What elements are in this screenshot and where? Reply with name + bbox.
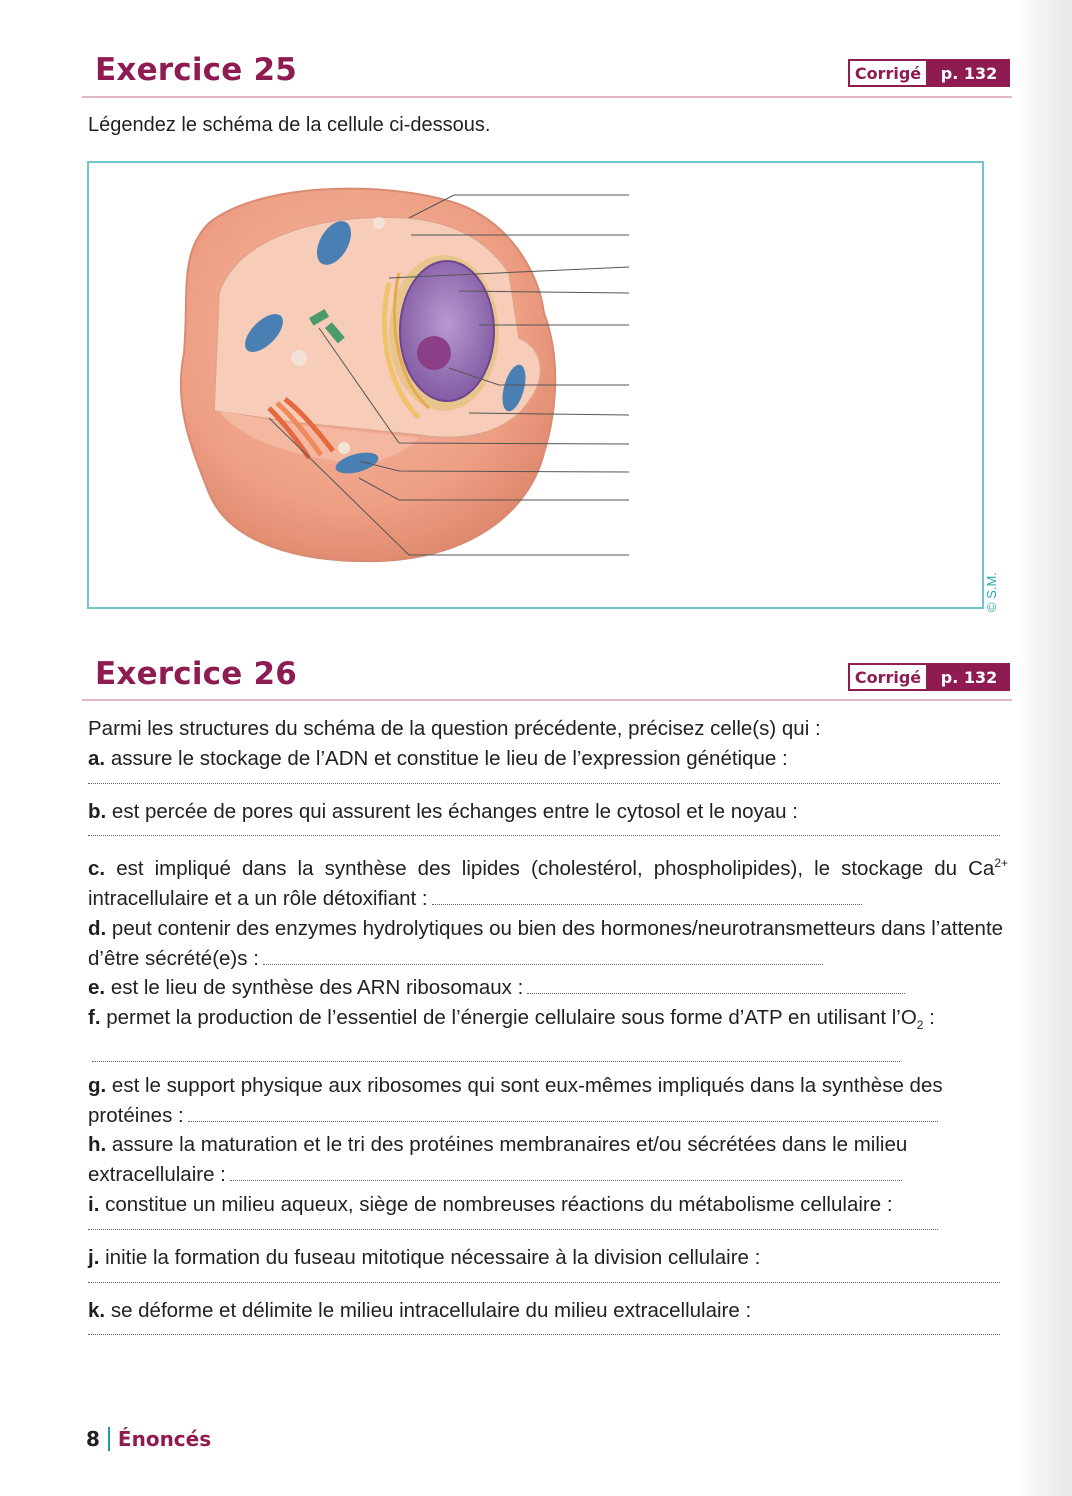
corrige-link-25[interactable] bbox=[848, 59, 1010, 87]
answer-field-h[interactable] bbox=[230, 1180, 902, 1181]
vesicle bbox=[338, 442, 350, 454]
answer-field-b[interactable] bbox=[88, 835, 1000, 836]
page-footer bbox=[86, 1427, 211, 1451]
nucleus bbox=[400, 261, 494, 401]
question-c: c. est impliqué dans la synthèse des lipides (cholestérol, phospholipides), le stockage du $Ca^{2+}$ intracellulaire et a un rôle détoxifiant : bbox=[88, 856, 1008, 911]
image-credit: © S.M. bbox=[984, 572, 999, 612]
question-g: g. est le support physique aux ribosomes qui sont eux-mêmes impliqués dans la synthèse des protéines : bbox=[88, 1073, 943, 1127]
corrige-page: p. 132 bbox=[928, 663, 1010, 691]
corrige-page: p. 132 bbox=[928, 59, 1010, 87]
nucleolus bbox=[417, 336, 451, 370]
answer-field-e[interactable] bbox=[527, 993, 905, 994]
question-d: d. peut contenir des enzymes hydrolytiques ou bien des hormones/neurotransmetteurs dans l’attente d’être sécrété(e)s : bbox=[88, 916, 1004, 970]
exercise-25-rule bbox=[82, 96, 1012, 98]
question-list bbox=[88, 714, 1008, 1348]
answer-field-a[interactable] bbox=[88, 783, 1000, 784]
page-edge-shading bbox=[1015, 0, 1072, 1496]
question-i: i. constitue un milieu aqueux, siège de nombreuses réactions du métabolisme cellulaire : bbox=[88, 1193, 893, 1217]
question-k: k. se déforme et délimite le milieu intracellulaire du milieu extracellulaire : bbox=[88, 1298, 752, 1322]
corrige-link-26[interactable] bbox=[848, 663, 1010, 691]
answer-field-j[interactable] bbox=[88, 1282, 1000, 1283]
vesicle bbox=[373, 217, 385, 229]
answer-field-f[interactable] bbox=[92, 1061, 900, 1062]
exercise-26-rule bbox=[82, 699, 1012, 701]
answer-field-k[interactable] bbox=[88, 1334, 1000, 1335]
question-e: e. est le lieu de synthèse des ARN ribosomaux : bbox=[88, 973, 1008, 1003]
question-intro: Parmi les structures du schéma de la question précédente, précisez celle(s) qui : bbox=[88, 717, 821, 740]
question-j: j. initie la formation du fuseau mitotique nécessaire à la division cellulaire : bbox=[88, 1245, 761, 1269]
cell-figure bbox=[87, 161, 984, 609]
section-name: Énoncés bbox=[117, 1427, 212, 1451]
footer-divider bbox=[108, 1427, 110, 1451]
question-b: b. est percée de pores qui assurent les échanges entre le cytosol et le noyau : bbox=[88, 799, 798, 823]
answer-field-i[interactable] bbox=[88, 1229, 938, 1230]
corrige-label: Corrigé bbox=[848, 59, 928, 87]
exercise-26-title: Exercice 26 bbox=[95, 656, 298, 692]
vesicle bbox=[291, 350, 307, 366]
page-number: 8 bbox=[86, 1427, 100, 1451]
cell-diagram bbox=[89, 163, 982, 607]
exercise-25-instruction: Légendez le schéma de la cellule ci-dessous. bbox=[88, 114, 491, 136]
question-f: f. permet la production de l’essentiel de l’énergie cellulaire sous forme d’ATP en utilisant $l’O_2$ : bbox=[88, 1003, 1008, 1071]
question-a: a. assure le stockage de l’ADN et constitue le lieu de l’expression génétique : bbox=[88, 746, 788, 770]
answer-field-g[interactable] bbox=[188, 1121, 938, 1122]
answer-field-d[interactable] bbox=[263, 964, 823, 965]
question-h: h. assure la maturation et le tri des protéines membranaires et/ou sécrétées dans le milieu extracellulaire : bbox=[88, 1133, 908, 1187]
exercise-25-title: Exercice 25 bbox=[95, 52, 298, 88]
answer-field-c[interactable] bbox=[432, 904, 862, 905]
corrige-label: Corrigé bbox=[848, 663, 928, 691]
